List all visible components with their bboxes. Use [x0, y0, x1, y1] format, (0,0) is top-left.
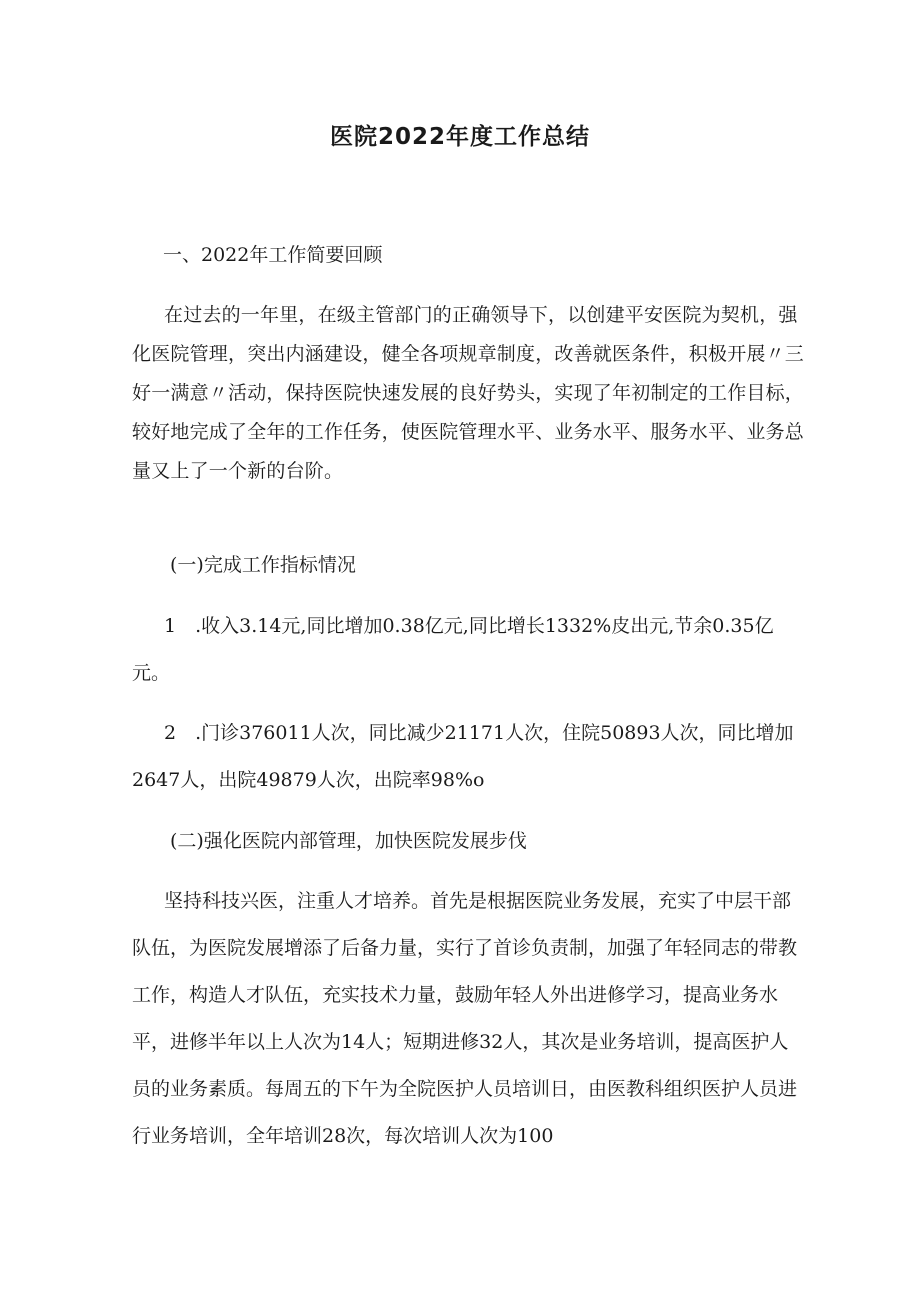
intro-paragraph: 在过去的一年里，在级主管部门的正确领导下，以创建平安医院为契机，强化医院管理，突出内涵建设，健全各项规章制度，改善就医条件，积极开展〃三好一满意〃活动，保持医院快速发展的良好势头，实现了年初制定的工作目标，较好地完成了全年的工作任务，使医院管理水平、业务水平、服务水平、业务总量又上了一个新的台阶。 — [132, 304, 805, 482]
body-paragraph-talent: 坚持科技兴医，注重人才培养。首先是根据医院业务发展，充实了中层干部队伍，为医院发展增添了后备力量，实行了首诊负责制，加强了年轻同志的带教工作，构造人才队伍，充实技术力量，鼓励年轻人外出进修学习，提高业务水平，进修半年以上人次为14人；短期进修32人，其次是业务培训，提高医护人员的业务素质。每周五的下午为全院医护人员培训日，由医教科组织医护人员进行业务培训，全年培训28次，每次培训人次为100 — [132, 890, 798, 1147]
subheading-management: (二)强化医院内部管理，加快医院发展步伐 — [170, 830, 527, 852]
section-heading-review: 一、2022年工作简要回顾 — [163, 244, 383, 266]
subheading-indicators: (一)完成工作指标情况 — [170, 554, 356, 576]
document-title: 医院2022年度工作总结 — [329, 124, 590, 150]
list-item-patients: 2 .门诊376011人次，同比减少21171人次，住院50893人次，同比增加2647人，出院49879人次，出院率98%o — [132, 722, 794, 791]
list-item-revenue: 1 .收入3.14元,同比增加0.38亿元,同比增长1332%皮出元,节余0.35亿元。 — [132, 615, 774, 684]
